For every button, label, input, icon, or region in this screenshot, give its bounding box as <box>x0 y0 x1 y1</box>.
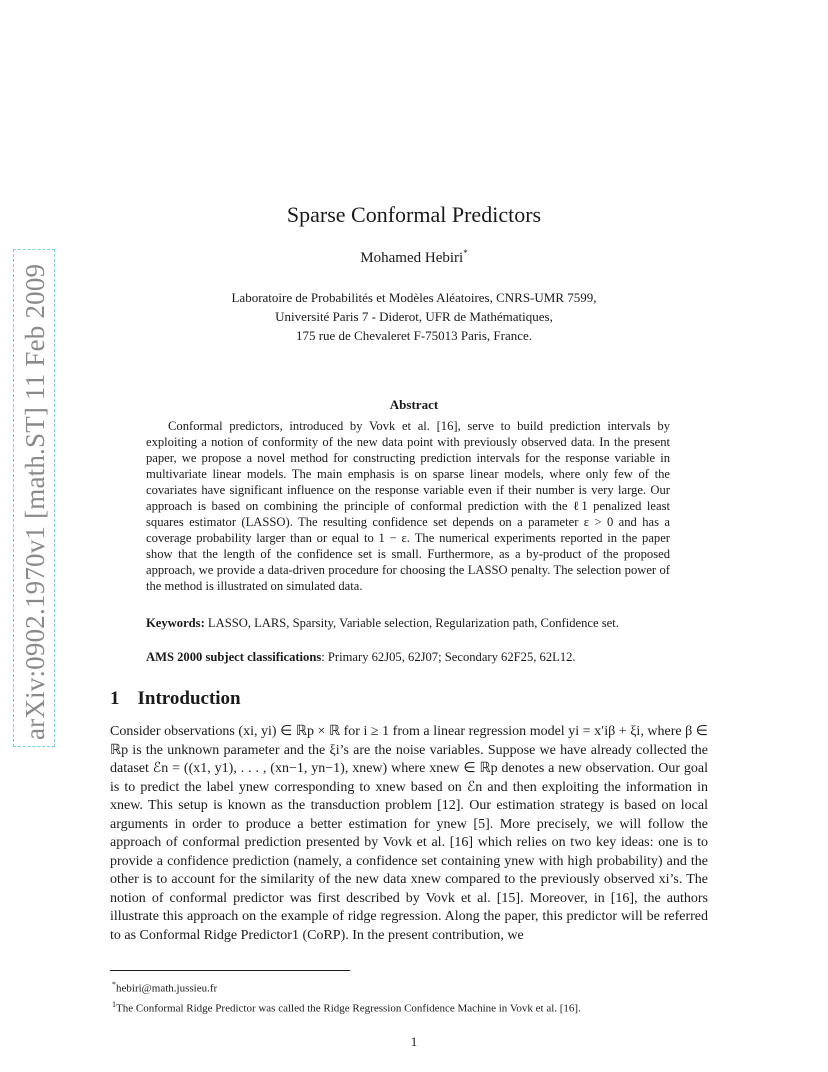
footnote <box>112 977 708 997</box>
body-paragraph: Consider observations (xi, yi) ∈ ℝp × ℝ for i ≥ 1 from a linear regression model yi = x′iβ + ξi, where β ∈ ℝp is the unknown parameter and the ξi’s are the noise variables. Suppose we have already collected the dataset ℰn = ((x1, y1), . . . , (xn−1, yn−1), xnew) where xnew ∈ ℝp denotes a new observation. Our goal is to predict the label ynew corresponding to xnew based on ℰn and then exploiting the information in xnew. This setup is known as the transduction problem [12]. Our estimation strategy is based on local arguments in order to produce a better estimation for ynew [5]. More precisely, we will follow the approach of conformal prediction presented by Vovk et al. [16] which relies on two key ideas: one is to provide a confidence prediction (namely, a confidence set containing ynew with high probability) and the other is to account for the similarity of the new data xnew compared to the previously observed xi’s. The notion of conformal predictor was first described by Vovk et al. [15]. Moreover, in [16], the authors illustrate this approach on the example of ridge regression. Along the paper, this predictor will be referred to as Conformal Ridge Predictor1 (CoRP). In the present contribution, we <box>110 724 708 943</box>
page-number: 1 <box>410 1034 418 1049</box>
abstract-heading: Abstract <box>389 397 439 412</box>
footnote <box>112 997 708 1017</box>
author-line <box>0 248 828 267</box>
footnote-mark: 1 <box>112 999 116 1009</box>
ams-classification <box>146 649 670 665</box>
author-footnote-mark: * <box>463 248 468 258</box>
affiliation-line: Laboratoire de Probabilités et Modèles Aléatoires, CNRS-UMR 7599, <box>231 290 597 305</box>
ams-label: AMS 2000 subject classifications <box>146 650 322 664</box>
footnote-mark: * <box>112 980 116 989</box>
arxiv-identifier[interactable]: arXiv:0902.1970v1 [math.ST] 11 Feb 2009 <box>20 263 50 740</box>
footnote-rule <box>110 970 350 971</box>
footnote-text: The Conformal Ridge Predictor was called the Ridge Regression Confidence Machine in Vovk et al. [16]. <box>116 1002 581 1015</box>
keywords-text: LASSO, LARS, Sparsity, Variable selection, Regularization path, Confidence set. <box>207 616 619 630</box>
affiliation-line: Université Paris 7 - Diderot, UFR de Mathématiques, <box>275 309 553 324</box>
abstract-text: Conformal predictors, introduced by Vovk et al. [16], serve to build prediction intervals by exploiting a notion of conformity of the new data point with previously observed data. In the present paper, we propose a novel method for constructing prediction intervals for the response variable in multivariate linear models. The main emphasis is on sparse linear models, where only few of the covariates have significant influence on the response variable even if their number is very large. Our approach is based on combining the principle of conformal prediction with the ℓ1 penalized least squares estimator (LASSO). The resulting confidence set depends on a parameter ε > 0 and has a coverage probability larger than or equal to 1 − ε. The numerical experiments reported in the paper show that the length of the confidence set is small. Furthermore, as a by-product of the proposed approach, we provide a data-driven procedure for choosing the LASSO penalty. The selection power of the method is illustrated on simulated data. <box>146 419 670 593</box>
author-name: Mohamed Hebiri <box>360 250 464 266</box>
affiliation-line: 175 rue de Chevaleret F-75013 Paris, France. <box>295 328 533 343</box>
footnote-text[interactable]: hebiri@math.jussieu.fr <box>116 982 218 995</box>
affiliation <box>0 288 828 345</box>
section-title: Introduction <box>137 688 241 709</box>
ams-text: : Primary 62J05, 62J07; Secondary 62F25, 62L12. <box>321 650 576 664</box>
keywords <box>146 615 670 631</box>
section-heading <box>110 688 241 710</box>
section-number: 1 <box>110 688 120 709</box>
footnotes <box>112 977 708 1016</box>
paper-title: Sparse Conformal Predictors <box>286 202 542 227</box>
keywords-label: Keywords: <box>146 616 205 630</box>
